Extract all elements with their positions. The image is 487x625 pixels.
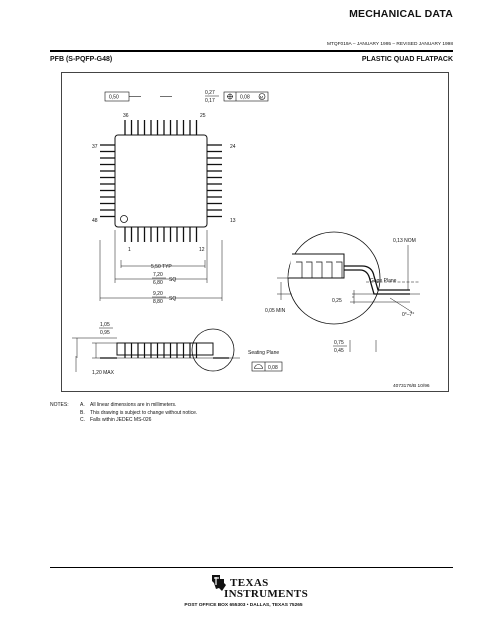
height-max: 1,20 MAX: [92, 370, 114, 376]
pin-label-37: 37: [92, 144, 98, 150]
leads-left: [100, 145, 115, 217]
figure-id: 4073176/B 10/96: [393, 384, 430, 389]
note-text: This drawing is subject to change without notice.: [90, 409, 198, 416]
pin-label-12: 12: [199, 247, 205, 253]
package-type: PLASTIC QUAD FLATPACK: [361, 56, 453, 63]
thick-max: 1,05: [100, 322, 110, 328]
notes-label: NOTES:: [50, 402, 69, 408]
revision-text: MTQF019A – JANUARY 1995 – REVISED JANUARY 1998: [326, 42, 453, 47]
seating-plane-label: Seating Plane: [248, 350, 280, 356]
brand-line1: TEXAS: [230, 577, 269, 589]
foot-min: 0,45: [334, 348, 344, 354]
note-text: Falls within JEDEC MS-026: [90, 417, 152, 423]
standoff-min: 0,05 MIN: [265, 308, 286, 314]
notes-block: [50, 402, 197, 425]
footer-rule: [50, 567, 453, 568]
body-max: 7,20: [153, 272, 163, 278]
brand-line2: INSTRUMENTS: [224, 588, 308, 600]
pin-label-48: 48: [92, 218, 98, 224]
page-title: MECHANICAL DATA: [349, 8, 453, 20]
foot-max: 0,75: [334, 340, 344, 346]
overall-sq: SQ: [169, 296, 177, 302]
lead-width-min: 0,17: [205, 98, 215, 104]
lead-thick: 0,13 NOM: [393, 238, 416, 244]
body-sq: SQ: [169, 277, 177, 283]
detail-view: [277, 232, 420, 352]
pin-label-25: 25: [200, 113, 206, 119]
pitch-value: 0,50: [109, 94, 119, 101]
footer-address: POST OFFICE BOX 655303 • DALLAS, TEXAS 75265: [184, 603, 303, 608]
overall-min: 8,80: [153, 299, 163, 305]
m-icon: M: [259, 94, 264, 100]
side-profile: [72, 329, 240, 372]
leads-bottom: [125, 227, 197, 242]
leads-right: [207, 145, 222, 217]
note-letter: C.: [80, 417, 85, 423]
pin-label-13: 13: [230, 218, 236, 224]
coplanarity-value: 0,08: [268, 365, 278, 371]
package-body: [115, 135, 207, 227]
pin-label-36: 36: [123, 113, 129, 119]
leads-top: [125, 120, 197, 135]
note-text: All linear dimensions are in millimeters.: [90, 402, 177, 408]
thick-min: 0,95: [100, 330, 110, 336]
gage-dim: 0,25: [332, 298, 342, 304]
tolerance-value: 0,08: [240, 94, 250, 101]
overall-max: 9,20: [153, 291, 163, 297]
package-code: PFB (S-PQFP-G48): [50, 56, 113, 63]
pin-label-1: 1: [128, 247, 131, 253]
span-typ: 5,50 TYP: [151, 264, 172, 270]
gage-plane-label: Gage Plane: [370, 278, 397, 284]
foot-angle: 0°–7°: [402, 312, 415, 318]
note-letter: A.: [80, 402, 85, 408]
body-min: 6,80: [153, 280, 163, 286]
lead-width-max: 0,27: [205, 90, 215, 96]
note-letter: B.: [80, 409, 85, 416]
pin-label-24: 24: [230, 144, 236, 150]
